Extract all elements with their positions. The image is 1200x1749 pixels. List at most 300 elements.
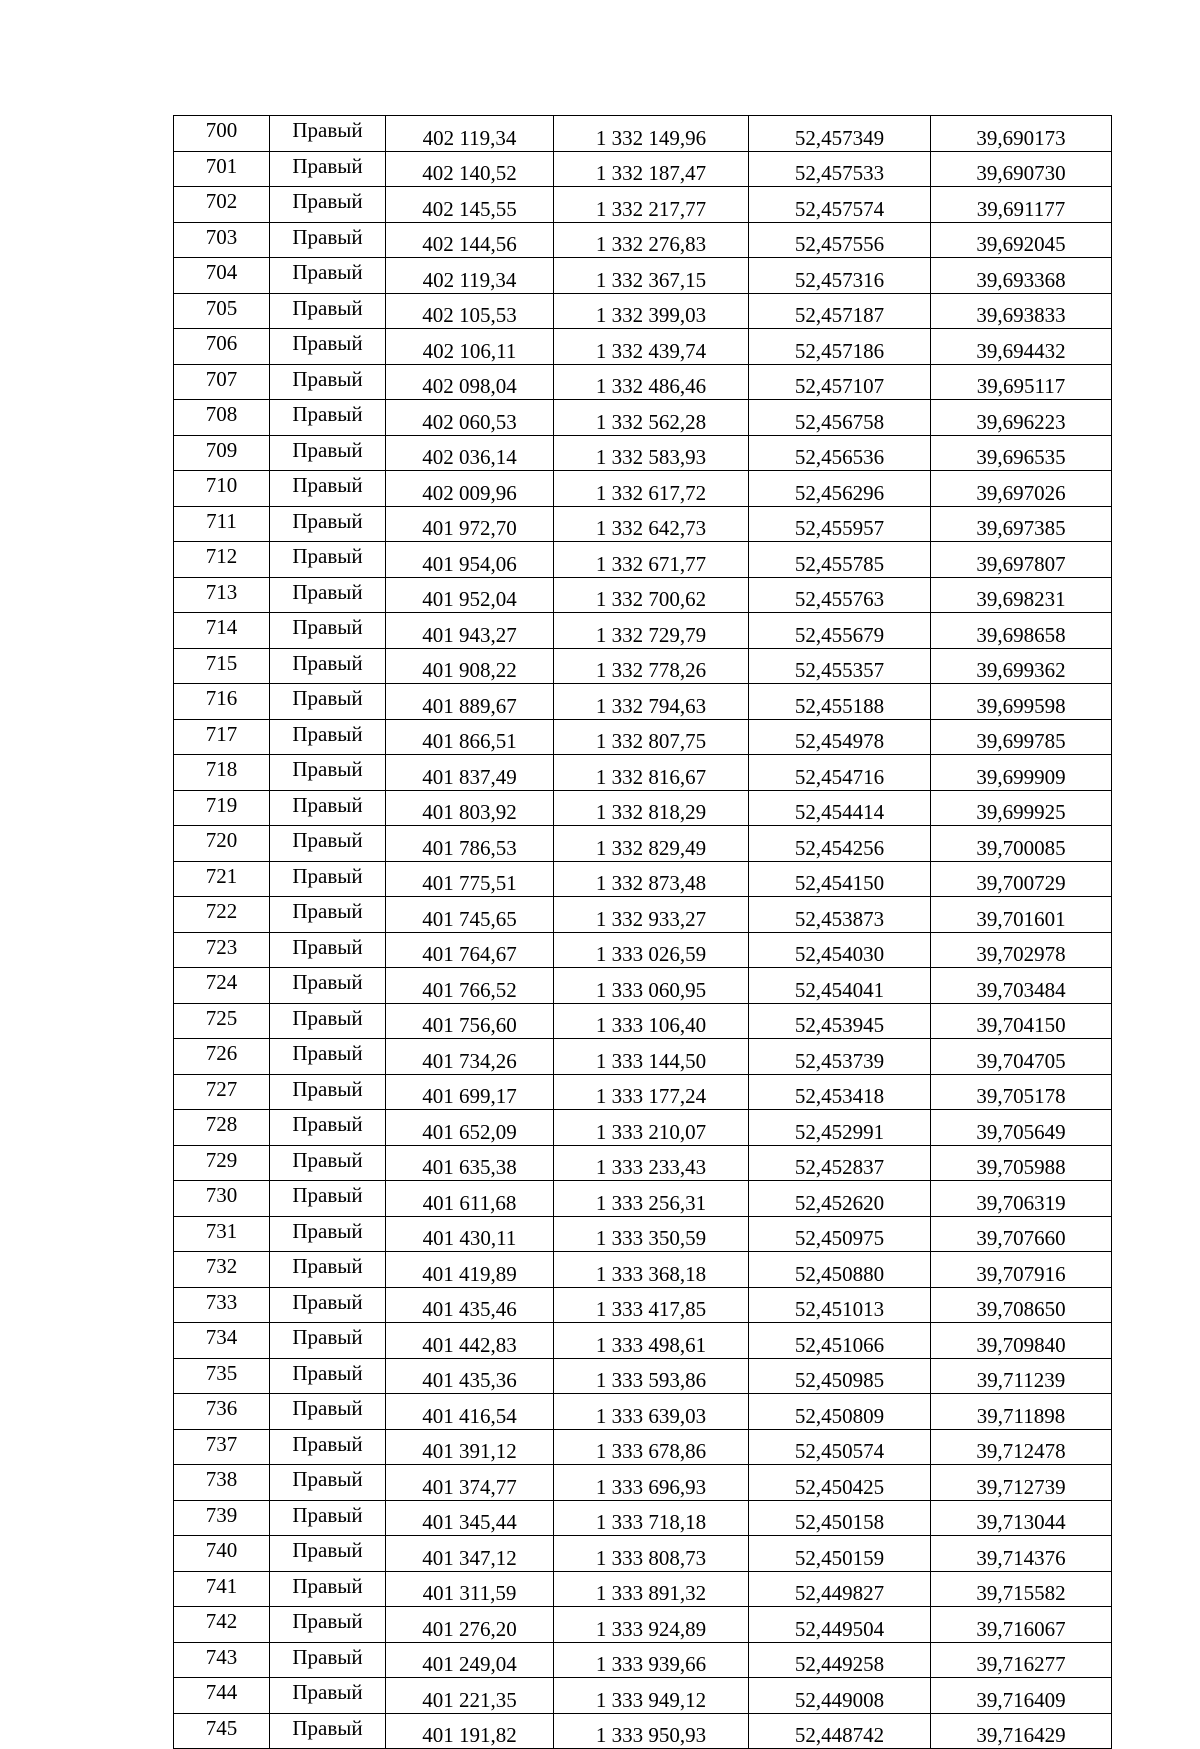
table-row: [174, 1145, 1112, 1181]
point-number-cell: 723: [174, 932, 270, 968]
bank-side-cell: Правый: [270, 1713, 386, 1749]
longitude-cell: 39,708650: [931, 1287, 1112, 1323]
longitude-cell: 39,699785: [931, 719, 1112, 755]
x-coordinate-cell: 402 098,04: [386, 364, 554, 400]
y-coordinate-cell: 1 333 718,18: [554, 1500, 749, 1536]
longitude-cell: 39,696223: [931, 400, 1112, 436]
x-coordinate-cell: 401 734,26: [386, 1039, 554, 1075]
x-coordinate-cell: 402 009,96: [386, 471, 554, 507]
bank-side-cell: Правый: [270, 364, 386, 400]
x-coordinate-cell: 401 952,04: [386, 577, 554, 613]
y-coordinate-cell: 1 332 933,27: [554, 897, 749, 933]
bank-side-cell: Правый: [270, 1074, 386, 1110]
table-row: [174, 1181, 1112, 1217]
point-number-cell: 731: [174, 1216, 270, 1252]
x-coordinate-cell: 401 191,82: [386, 1713, 554, 1749]
bank-side-cell: Правый: [270, 1607, 386, 1643]
point-number-cell: 708: [174, 400, 270, 436]
longitude-cell: 39,697807: [931, 542, 1112, 578]
point-number-cell: 741: [174, 1571, 270, 1607]
y-coordinate-cell: 1 333 939,66: [554, 1642, 749, 1678]
point-number-cell: 700: [174, 116, 270, 152]
x-coordinate-cell: 401 276,20: [386, 1607, 554, 1643]
longitude-cell: 39,693368: [931, 258, 1112, 294]
point-number-cell: 742: [174, 1607, 270, 1643]
table-row: [174, 613, 1112, 649]
bank-side-cell: Правый: [270, 1500, 386, 1536]
x-coordinate-cell: 402 060,53: [386, 400, 554, 436]
point-number-cell: 721: [174, 861, 270, 897]
bank-side-cell: Правый: [270, 826, 386, 862]
latitude-cell: 52,451013: [749, 1287, 931, 1323]
x-coordinate-cell: 402 106,11: [386, 329, 554, 365]
latitude-cell: 52,453739: [749, 1039, 931, 1075]
longitude-cell: 39,696535: [931, 435, 1112, 471]
y-coordinate-cell: 1 332 829,49: [554, 826, 749, 862]
bank-side-cell: Правый: [270, 755, 386, 791]
y-coordinate-cell: 1 333 498,61: [554, 1323, 749, 1359]
x-coordinate-cell: 401 943,27: [386, 613, 554, 649]
point-number-cell: 716: [174, 684, 270, 720]
y-coordinate-cell: 1 333 144,50: [554, 1039, 749, 1075]
y-coordinate-cell: 1 332 617,72: [554, 471, 749, 507]
latitude-cell: 52,455957: [749, 506, 931, 542]
longitude-cell: 39,698231: [931, 577, 1112, 613]
longitude-cell: 39,703484: [931, 968, 1112, 1004]
table-row: [174, 222, 1112, 258]
x-coordinate-cell: 401 972,70: [386, 506, 554, 542]
y-coordinate-cell: 1 332 149,96: [554, 116, 749, 152]
point-number-cell: 744: [174, 1678, 270, 1714]
longitude-cell: 39,705988: [931, 1145, 1112, 1181]
longitude-cell: 39,692045: [931, 222, 1112, 258]
longitude-cell: 39,716067: [931, 1607, 1112, 1643]
table-row: [174, 151, 1112, 187]
point-number-cell: 739: [174, 1500, 270, 1536]
point-number-cell: 703: [174, 222, 270, 258]
bank-side-cell: Правый: [270, 542, 386, 578]
x-coordinate-cell: 401 954,06: [386, 542, 554, 578]
latitude-cell: 52,450158: [749, 1500, 931, 1536]
point-number-cell: 725: [174, 1003, 270, 1039]
table-row: [174, 506, 1112, 542]
x-coordinate-cell: 402 119,34: [386, 116, 554, 152]
longitude-cell: 39,712478: [931, 1429, 1112, 1465]
latitude-cell: 52,457556: [749, 222, 931, 258]
x-coordinate-cell: 402 140,52: [386, 151, 554, 187]
x-coordinate-cell: 401 435,36: [386, 1358, 554, 1394]
point-number-cell: 712: [174, 542, 270, 578]
point-number-cell: 715: [174, 648, 270, 684]
bank-side-cell: Правый: [270, 648, 386, 684]
latitude-cell: 52,450880: [749, 1252, 931, 1288]
bank-side-cell: Правый: [270, 506, 386, 542]
x-coordinate-cell: 401 756,60: [386, 1003, 554, 1039]
longitude-cell: 39,697385: [931, 506, 1112, 542]
latitude-cell: 52,457107: [749, 364, 931, 400]
latitude-cell: 52,452837: [749, 1145, 931, 1181]
y-coordinate-cell: 1 332 700,62: [554, 577, 749, 613]
x-coordinate-cell: 402 144,56: [386, 222, 554, 258]
latitude-cell: 52,452620: [749, 1181, 931, 1217]
table-row: [174, 187, 1112, 223]
y-coordinate-cell: 1 332 187,47: [554, 151, 749, 187]
y-coordinate-cell: 1 332 807,75: [554, 719, 749, 755]
x-coordinate-cell: 401 430,11: [386, 1216, 554, 1252]
latitude-cell: 52,455188: [749, 684, 931, 720]
longitude-cell: 39,711898: [931, 1394, 1112, 1430]
point-number-cell: 707: [174, 364, 270, 400]
y-coordinate-cell: 1 333 350,59: [554, 1216, 749, 1252]
point-number-cell: 713: [174, 577, 270, 613]
longitude-cell: 39,712739: [931, 1465, 1112, 1501]
bank-side-cell: Правый: [270, 719, 386, 755]
x-coordinate-cell: 402 036,14: [386, 435, 554, 471]
bank-side-cell: Правый: [270, 968, 386, 1004]
point-number-cell: 714: [174, 613, 270, 649]
y-coordinate-cell: 1 333 808,73: [554, 1536, 749, 1572]
latitude-cell: 52,457574: [749, 187, 931, 223]
bank-side-cell: Правый: [270, 1571, 386, 1607]
point-number-cell: 722: [174, 897, 270, 933]
latitude-cell: 52,457316: [749, 258, 931, 294]
latitude-cell: 52,454041: [749, 968, 931, 1004]
y-coordinate-cell: 1 332 816,67: [554, 755, 749, 791]
y-coordinate-cell: 1 333 417,85: [554, 1287, 749, 1323]
bank-side-cell: Правый: [270, 577, 386, 613]
table-row: [174, 1110, 1112, 1146]
table-row: [174, 1358, 1112, 1394]
bank-side-cell: Правый: [270, 1465, 386, 1501]
table-row: [174, 116, 1112, 152]
latitude-cell: 52,450574: [749, 1429, 931, 1465]
x-coordinate-cell: 401 221,35: [386, 1678, 554, 1714]
bank-side-cell: Правый: [270, 1216, 386, 1252]
longitude-cell: 39,713044: [931, 1500, 1112, 1536]
point-number-cell: 745: [174, 1713, 270, 1749]
x-coordinate-cell: 401 786,53: [386, 826, 554, 862]
longitude-cell: 39,693833: [931, 293, 1112, 329]
latitude-cell: 52,455357: [749, 648, 931, 684]
point-number-cell: 717: [174, 719, 270, 755]
table-row: [174, 1394, 1112, 1430]
latitude-cell: 52,455679: [749, 613, 931, 649]
bank-side-cell: Правый: [270, 1145, 386, 1181]
x-coordinate-cell: 401 311,59: [386, 1571, 554, 1607]
longitude-cell: 39,716429: [931, 1713, 1112, 1749]
table-row: [174, 435, 1112, 471]
y-coordinate-cell: 1 332 642,73: [554, 506, 749, 542]
y-coordinate-cell: 1 332 778,26: [554, 648, 749, 684]
point-number-cell: 732: [174, 1252, 270, 1288]
bank-side-cell: Правый: [270, 861, 386, 897]
latitude-cell: 52,450425: [749, 1465, 931, 1501]
table-row: [174, 1287, 1112, 1323]
bank-side-cell: Правый: [270, 1039, 386, 1075]
x-coordinate-cell: 402 145,55: [386, 187, 554, 223]
longitude-cell: 39,704705: [931, 1039, 1112, 1075]
y-coordinate-cell: 1 333 891,32: [554, 1571, 749, 1607]
y-coordinate-cell: 1 333 106,40: [554, 1003, 749, 1039]
table-row: [174, 826, 1112, 862]
x-coordinate-cell: 401 611,68: [386, 1181, 554, 1217]
longitude-cell: 39,702978: [931, 932, 1112, 968]
x-coordinate-cell: 401 889,67: [386, 684, 554, 720]
x-coordinate-cell: 401 652,09: [386, 1110, 554, 1146]
coordinates-table: [173, 115, 1112, 1749]
x-coordinate-cell: 401 764,67: [386, 932, 554, 968]
point-number-cell: 724: [174, 968, 270, 1004]
bank-side-cell: Правый: [270, 613, 386, 649]
x-coordinate-cell: 401 442,83: [386, 1323, 554, 1359]
table-row: [174, 719, 1112, 755]
table-row: [174, 1713, 1112, 1749]
table-row: [174, 400, 1112, 436]
bank-side-cell: Правый: [270, 187, 386, 223]
bank-side-cell: Правый: [270, 932, 386, 968]
bank-side-cell: Правый: [270, 1110, 386, 1146]
bank-side-cell: Правый: [270, 790, 386, 826]
table-row: [174, 968, 1112, 1004]
bank-side-cell: Правый: [270, 1181, 386, 1217]
x-coordinate-cell: 401 745,65: [386, 897, 554, 933]
x-coordinate-cell: 401 766,52: [386, 968, 554, 1004]
bank-side-cell: Правый: [270, 1394, 386, 1430]
y-coordinate-cell: 1 332 439,74: [554, 329, 749, 365]
latitude-cell: 52,449504: [749, 1607, 931, 1643]
latitude-cell: 52,454030: [749, 932, 931, 968]
y-coordinate-cell: 1 332 562,28: [554, 400, 749, 436]
table-row: [174, 1536, 1112, 1572]
x-coordinate-cell: 402 105,53: [386, 293, 554, 329]
point-number-cell: 701: [174, 151, 270, 187]
table-row: [174, 684, 1112, 720]
y-coordinate-cell: 1 333 233,43: [554, 1145, 749, 1181]
table-row: [174, 755, 1112, 791]
latitude-cell: 52,450159: [749, 1536, 931, 1572]
latitude-cell: 52,448742: [749, 1713, 931, 1749]
table-row: [174, 861, 1112, 897]
bank-side-cell: Правый: [270, 1003, 386, 1039]
table-row: [174, 790, 1112, 826]
table-row: [174, 897, 1112, 933]
latitude-cell: 52,456536: [749, 435, 931, 471]
x-coordinate-cell: 401 345,44: [386, 1500, 554, 1536]
longitude-cell: 39,716409: [931, 1678, 1112, 1714]
table-row: [174, 471, 1112, 507]
latitude-cell: 52,457533: [749, 151, 931, 187]
table-row: [174, 1003, 1112, 1039]
latitude-cell: 52,457186: [749, 329, 931, 365]
point-number-cell: 726: [174, 1039, 270, 1075]
x-coordinate-cell: 401 347,12: [386, 1536, 554, 1572]
latitude-cell: 52,450985: [749, 1358, 931, 1394]
longitude-cell: 39,706319: [931, 1181, 1112, 1217]
y-coordinate-cell: 1 333 177,24: [554, 1074, 749, 1110]
longitude-cell: 39,705178: [931, 1074, 1112, 1110]
point-number-cell: 735: [174, 1358, 270, 1394]
latitude-cell: 52,453945: [749, 1003, 931, 1039]
x-coordinate-cell: 401 908,22: [386, 648, 554, 684]
point-number-cell: 740: [174, 1536, 270, 1572]
bank-side-cell: Правый: [270, 258, 386, 294]
longitude-cell: 39,699598: [931, 684, 1112, 720]
longitude-cell: 39,715582: [931, 1571, 1112, 1607]
longitude-cell: 39,714376: [931, 1536, 1112, 1572]
x-coordinate-cell: 401 249,04: [386, 1642, 554, 1678]
table-row: [174, 1642, 1112, 1678]
x-coordinate-cell: 401 775,51: [386, 861, 554, 897]
table-row: [174, 364, 1112, 400]
x-coordinate-cell: 402 119,34: [386, 258, 554, 294]
x-coordinate-cell: 401 435,46: [386, 1287, 554, 1323]
longitude-cell: 39,699362: [931, 648, 1112, 684]
longitude-cell: 39,701601: [931, 897, 1112, 933]
x-coordinate-cell: 401 837,49: [386, 755, 554, 791]
x-coordinate-cell: 401 635,38: [386, 1145, 554, 1181]
point-number-cell: 705: [174, 293, 270, 329]
point-number-cell: 711: [174, 506, 270, 542]
y-coordinate-cell: 1 333 950,93: [554, 1713, 749, 1749]
longitude-cell: 39,691177: [931, 187, 1112, 223]
bank-side-cell: Правый: [270, 1252, 386, 1288]
longitude-cell: 39,698658: [931, 613, 1112, 649]
bank-side-cell: Правый: [270, 1678, 386, 1714]
latitude-cell: 52,455785: [749, 542, 931, 578]
y-coordinate-cell: 1 332 583,93: [554, 435, 749, 471]
point-number-cell: 710: [174, 471, 270, 507]
table-row: [174, 329, 1112, 365]
latitude-cell: 52,454414: [749, 790, 931, 826]
y-coordinate-cell: 1 333 639,03: [554, 1394, 749, 1430]
bank-side-cell: Правый: [270, 897, 386, 933]
longitude-cell: 39,707660: [931, 1216, 1112, 1252]
bank-side-cell: Правый: [270, 1323, 386, 1359]
longitude-cell: 39,697026: [931, 471, 1112, 507]
point-number-cell: 729: [174, 1145, 270, 1181]
y-coordinate-cell: 1 333 256,31: [554, 1181, 749, 1217]
longitude-cell: 39,695117: [931, 364, 1112, 400]
latitude-cell: 52,457349: [749, 116, 931, 152]
longitude-cell: 39,699925: [931, 790, 1112, 826]
bank-side-cell: Правый: [270, 151, 386, 187]
latitude-cell: 52,449827: [749, 1571, 931, 1607]
table-row: [174, 1678, 1112, 1714]
y-coordinate-cell: 1 333 949,12: [554, 1678, 749, 1714]
longitude-cell: 39,716277: [931, 1642, 1112, 1678]
longitude-cell: 39,690730: [931, 151, 1112, 187]
y-coordinate-cell: 1 332 486,46: [554, 364, 749, 400]
latitude-cell: 52,449008: [749, 1678, 931, 1714]
latitude-cell: 52,450975: [749, 1216, 931, 1252]
table-row: [174, 577, 1112, 613]
y-coordinate-cell: 1 333 678,86: [554, 1429, 749, 1465]
bank-side-cell: Правый: [270, 435, 386, 471]
bank-side-cell: Правый: [270, 1429, 386, 1465]
y-coordinate-cell: 1 333 026,59: [554, 932, 749, 968]
y-coordinate-cell: 1 333 924,89: [554, 1607, 749, 1643]
point-number-cell: 730: [174, 1181, 270, 1217]
point-number-cell: 706: [174, 329, 270, 365]
bank-side-cell: Правый: [270, 400, 386, 436]
table-row: [174, 932, 1112, 968]
bank-side-cell: Правый: [270, 471, 386, 507]
point-number-cell: 704: [174, 258, 270, 294]
y-coordinate-cell: 1 332 276,83: [554, 222, 749, 258]
x-coordinate-cell: 401 699,17: [386, 1074, 554, 1110]
longitude-cell: 39,700729: [931, 861, 1112, 897]
x-coordinate-cell: 401 374,77: [386, 1465, 554, 1501]
latitude-cell: 52,456296: [749, 471, 931, 507]
bank-side-cell: Правый: [270, 1536, 386, 1572]
y-coordinate-cell: 1 332 367,15: [554, 258, 749, 294]
latitude-cell: 52,452991: [749, 1110, 931, 1146]
point-number-cell: 738: [174, 1465, 270, 1501]
bank-side-cell: Правый: [270, 222, 386, 258]
latitude-cell: 52,450809: [749, 1394, 931, 1430]
table-row: [174, 258, 1112, 294]
latitude-cell: 52,454978: [749, 719, 931, 755]
point-number-cell: 709: [174, 435, 270, 471]
table-row: [174, 1252, 1112, 1288]
table-body: [174, 116, 1112, 1749]
table-row: [174, 542, 1112, 578]
table-row: [174, 1216, 1112, 1252]
longitude-cell: 39,694432: [931, 329, 1112, 365]
latitude-cell: 52,454716: [749, 755, 931, 791]
table-row: [174, 1429, 1112, 1465]
y-coordinate-cell: 1 332 818,29: [554, 790, 749, 826]
latitude-cell: 52,454150: [749, 861, 931, 897]
y-coordinate-cell: 1 333 696,93: [554, 1465, 749, 1501]
point-number-cell: 743: [174, 1642, 270, 1678]
y-coordinate-cell: 1 332 671,77: [554, 542, 749, 578]
table-row: [174, 1571, 1112, 1607]
bank-side-cell: Правый: [270, 116, 386, 152]
x-coordinate-cell: 401 391,12: [386, 1429, 554, 1465]
table-row: [174, 1039, 1112, 1075]
point-number-cell: 734: [174, 1323, 270, 1359]
y-coordinate-cell: 1 332 399,03: [554, 293, 749, 329]
y-coordinate-cell: 1 332 729,79: [554, 613, 749, 649]
point-number-cell: 736: [174, 1394, 270, 1430]
point-number-cell: 702: [174, 187, 270, 223]
longitude-cell: 39,705649: [931, 1110, 1112, 1146]
latitude-cell: 52,454256: [749, 826, 931, 862]
bank-side-cell: Правый: [270, 1287, 386, 1323]
point-number-cell: 737: [174, 1429, 270, 1465]
x-coordinate-cell: 401 416,54: [386, 1394, 554, 1430]
x-coordinate-cell: 401 419,89: [386, 1252, 554, 1288]
latitude-cell: 52,453418: [749, 1074, 931, 1110]
latitude-cell: 52,456758: [749, 400, 931, 436]
table-row: [174, 293, 1112, 329]
table-row: [174, 1074, 1112, 1110]
latitude-cell: 52,457187: [749, 293, 931, 329]
bank-side-cell: Правый: [270, 1358, 386, 1394]
x-coordinate-cell: 401 866,51: [386, 719, 554, 755]
y-coordinate-cell: 1 332 217,77: [554, 187, 749, 223]
point-number-cell: 728: [174, 1110, 270, 1146]
latitude-cell: 52,449258: [749, 1642, 931, 1678]
y-coordinate-cell: 1 333 593,86: [554, 1358, 749, 1394]
bank-side-cell: Правый: [270, 293, 386, 329]
bank-side-cell: Правый: [270, 1642, 386, 1678]
bank-side-cell: Правый: [270, 684, 386, 720]
x-coordinate-cell: 401 803,92: [386, 790, 554, 826]
longitude-cell: 39,709840: [931, 1323, 1112, 1359]
table-row: [174, 1607, 1112, 1643]
